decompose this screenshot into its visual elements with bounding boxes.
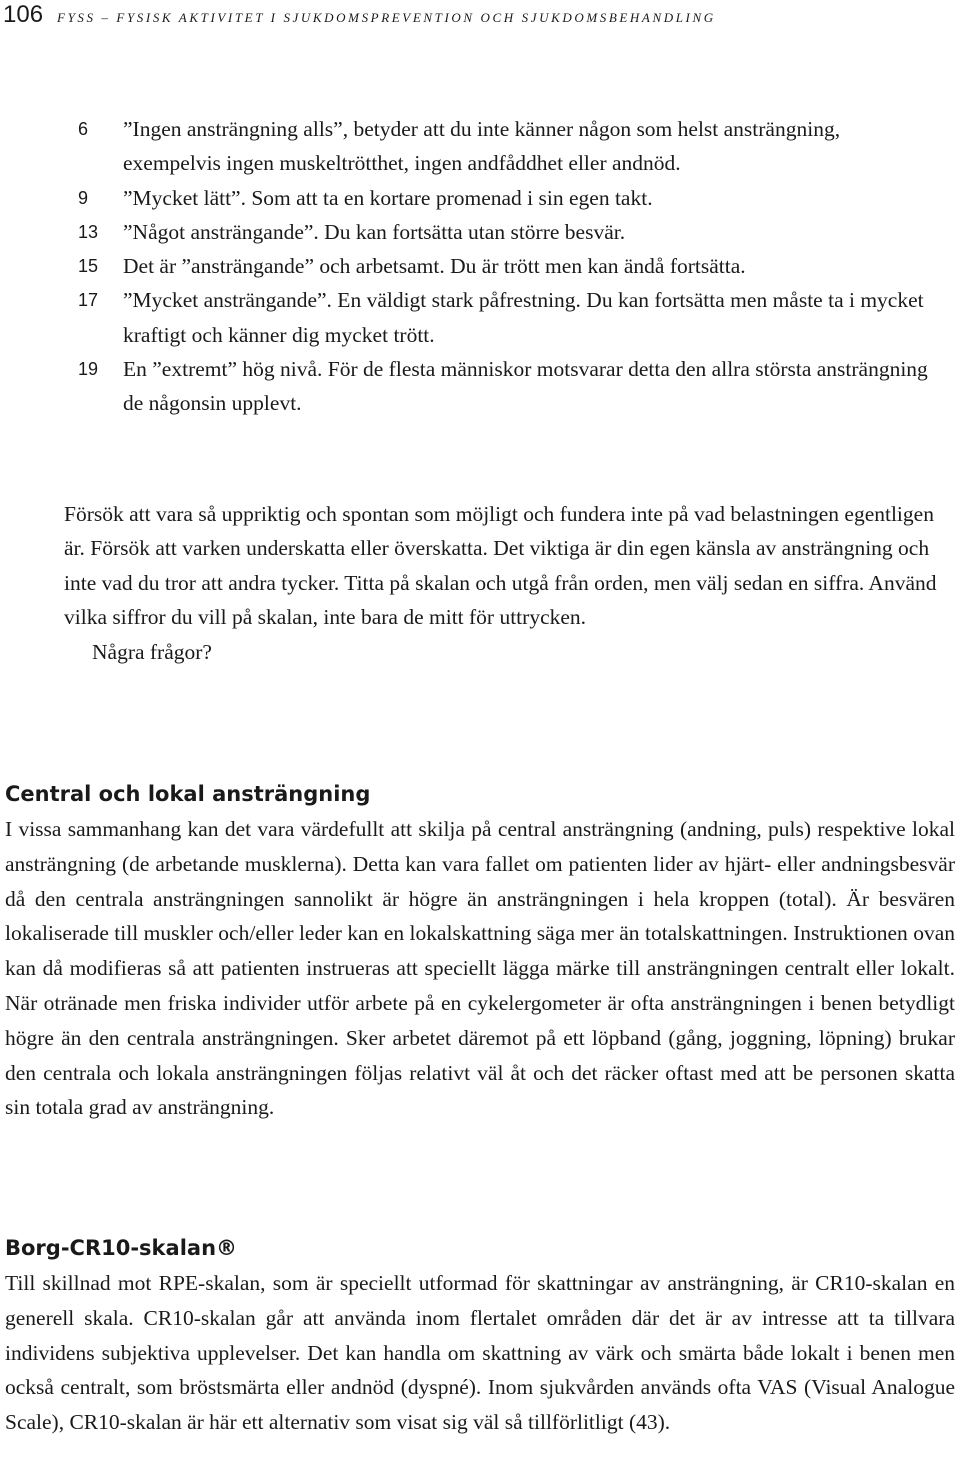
- scale-number: 13: [78, 221, 99, 242]
- scale-item: [0, 283, 960, 352]
- scale-description: ”Ingen ansträngning alls”, betyder att du inte känner någon som helst ansträngning, exempelvis ingen muskeltrötthet, ingen andfåddhet eller andnöd.: [123, 117, 841, 176]
- scale-number: 15: [78, 256, 99, 277]
- scale-description: Det är ”ansträngande” och arbetsamt. Du är trött men kan ändå fortsätta.: [123, 254, 746, 279]
- borg-body-text: [5, 1266, 955, 1440]
- borg-paragraph: Till skillnad mot RPE-skalan, som är speciellt utformad för skattningar av ansträngning, är CR10-skalan en generell skala. CR10-skalan går att använda inom flertalet områden där det är av intresse att ta tillvara individens subjektiva upplevelser. Det kan handla om skattning av värk och smärta både lokalt i benen men också centralt, som bröstsmärta eller andnöd (dyspné). Inom sjukvården används ofta VAS (Visual Analogue Scale), CR10-skalan är här ett alternativ som visat sig väl så tillförlitligt (43).: [5, 1271, 955, 1435]
- instructions-question: Några frågor?: [92, 639, 212, 664]
- scale-number: 9: [78, 187, 89, 208]
- instructions-paragraph: Försök att vara så uppriktig och spontan som möjligt och fundera inte på vad belastningen egentligen är. Försök att varken underskatta eller överskatta. Det viktiga är din egen känsla av ansträngning och inte vad du tror att andra tycker. Titta på skalan och utgå från orden, men välj sedan en siffra. Använd vilka siffror du vill på skalan, inte bara de mitt för uttrycken.: [64, 502, 937, 630]
- section-heading-central: Central och lokal ansträngning: [5, 782, 371, 806]
- scale-description: ”Mycket lätt”. Som att ta en kortare promenad i sin egen takt.: [123, 185, 653, 210]
- page-number: 106: [3, 1, 44, 28]
- central-body-text: [5, 812, 955, 1125]
- scale-item: [0, 112, 960, 181]
- scale-item: [0, 352, 960, 421]
- scale-item: [0, 249, 960, 283]
- central-paragraph: I vissa sammanhang kan det vara värdefullt att skilja på central ansträngning (andning, puls) respektive lokal ansträngning (de arbetande musklerna). Detta kan vara fallet om patienten lider av hjärt- eller andningsbesvär då den centrala ansträngningen sannolikt är högre än ansträngningen i hela kroppen (total). Är besvären lokaliserade till muskler och/eller leder kan en lokalskattning säga mer än totalskattningen. Instruktionen ovan kan då modifieras så att patienten instrueras att speciellt lägga märke till ansträngningen centralt eller lokalt. När otränade men friska individer utför arbete på en cykelergometer är ofta ansträngningen i benen betydligt högre än den centrala ansträngningen. Sker arbetet däremot på ett löpband (gång, joggning, löpning) brukar den centrala och lokala ansträngningen följas relativt väl åt och det räcker oftast med att be personen skatta sin totala grad av ansträngning.: [5, 817, 955, 1120]
- rpe-scale-list: [0, 112, 960, 421]
- instructions-block: [64, 497, 944, 669]
- scale-number: 17: [78, 290, 99, 311]
- page-header: [0, 0, 716, 30]
- running-title: FYSS – FYSISK AKTIVITET I SJUKDOMSPREVENTION OCH SJUKDOMSBEHANDLING: [57, 10, 716, 25]
- scale-description: ”Något ansträngande”. Du kan fortsätta utan större besvär.: [123, 219, 626, 244]
- scale-item: [0, 181, 960, 215]
- scale-number: 6: [78, 119, 89, 139]
- scale-description: ”Mycket ansträngande”. En väldigt stark påfrestning. Du kan fortsätta men måste ta i mycket kraftigt och känner dig mycket trött.: [123, 288, 924, 347]
- scale-number: 19: [78, 359, 99, 380]
- scale-description: En ”extremt” hög nivå. För de flesta människor motsvarar detta den allra största ansträngning de någonsin upplevt.: [123, 357, 928, 416]
- scale-item: [0, 215, 960, 249]
- section-heading-borg: Borg-CR10-skalan®: [5, 1236, 238, 1260]
